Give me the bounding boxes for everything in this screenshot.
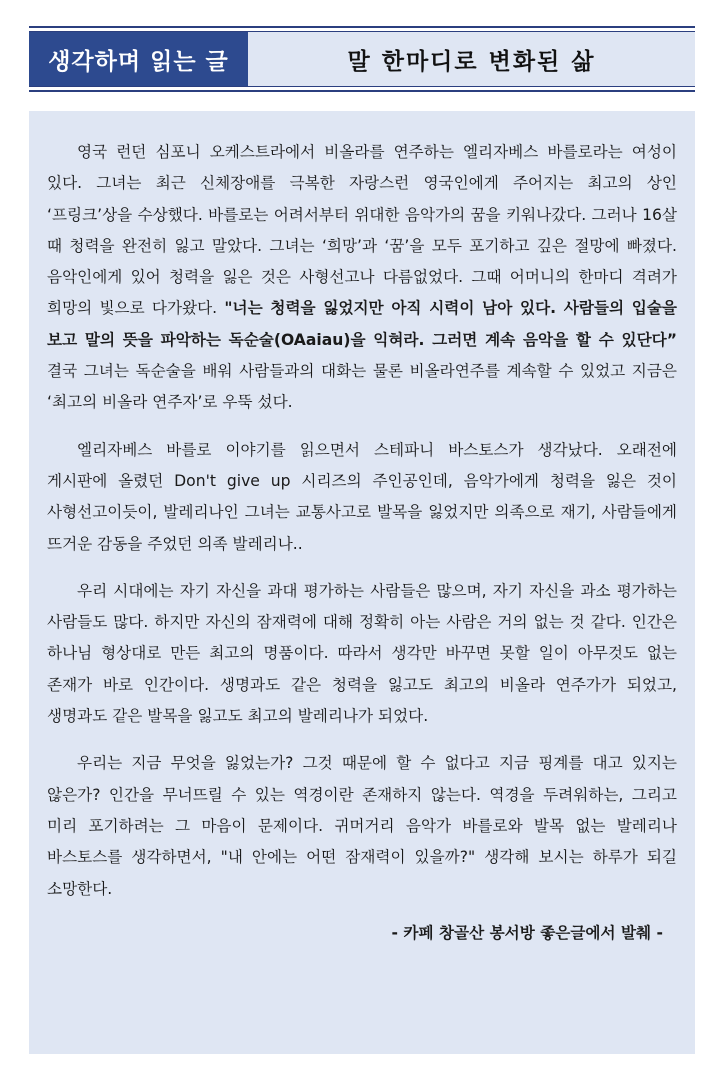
paragraph-1	[47, 137, 677, 419]
paragraph-4: 우리는 지금 무엇을 잃었는가? 그것 때문에 할 수 없다고 지금 핑계를 대고 있지는 않은가? 인간을 무너뜨릴 수 있는 역경이란 존재하지 않는다. 역경을 두려워하는, 그리고 미리 포기하려는 그 마음이 문제이다. 귀머거리 음악가 바를로와 발목 없는 발레리나 바스토스를 생각하면서, "내 안에는 어떤 잠재력이 있을까?" 생각해 보시는 하루가 되길 소망한다.	[47, 754, 677, 898]
header-inner	[29, 31, 695, 87]
source-credit: - 카페 창골산 봉서방 좋은글에서 발췌 -	[391, 923, 663, 942]
paragraph-3: 우리 시대에는 자기 자신을 과대 평가하는 사람들은 많으며, 자기 자신을 과소 평가하는 사람들도 많다. 하지만 자신의 잠재력에 대해 정확히 아는 사람은 거의 없는 것 같다. 인간은 하나님 형상대로 만든 최고의 명품이다. 따라서 생각만 바꾸면 못할 일이 아무것도 없는 존재가 바로 인간이다. 생명과도 같은 청력을 잃고도 최고의 비올라 연주가가 되었고, 생명과도 같은 발목을 잃고도 최고의 발레리나가 되었다.	[47, 581, 677, 726]
page-title: 말 한마디로 변화된 삶	[248, 32, 695, 86]
paragraph-1-text-a: 영국 런던 심포니 오케스트라에서 비올라를 연주하는 엘리자베스 바를로라는 여성이 있다. 그녀는 최근 신체장애를 극복한 자랑스런 영국인에게 주어지는 최고의 상인 ‘프링크’상을 수상했다. 바를로는 어려서부터 위대한 음악가의 꿈을 키워나갔다. 그러나 16살 때 청력을 완전히 잃고 말았다. 그녀는 ‘희망’과 ‘꿈’을 모두 포기하고 깊은 절망에 빠졌다. 음악인에게 있어 청력을 잃은 것은 사형선고나 다름없었다. 그때 어머니의 한마디 격려가 희망의 빛으로 다가왔다.	[47, 143, 677, 318]
mother-quote: "너는 청력을 잃었지만 아직 시력이 남아 있다. 사람들의 입술을 보고 말의 뜻을 파악하는 독순술(OAaiau)을 익혀라. 그러면 계속 음악을 할 수 있단다”	[47, 299, 677, 349]
header-banner	[29, 26, 695, 92]
section-label: 생각하며 읽는 글	[29, 32, 248, 86]
article-body	[29, 111, 695, 1054]
paragraph-1-text-b: 결국 그녀는 독순술을 배워 사람들과의 대화는 물론 비올라연주를 계속할 수 있었고 지금은 ‘최고의 비올라 연주자’로 우뚝 섰다.	[47, 362, 677, 412]
paragraph-2: 엘리자베스 바를로 이야기를 읽으면서 스테파니 바스토스가 생각났다. 오래전에 게시판에 올렸던 Don't give up 시리즈의 주인공인데, 음악가에게 청력을 잃은 것이 사형선고이듯이, 발레리나인 그녀는 교통사고로 발목을 잃었지만 의족으로 재기, 사람들에게 뜨거운 감동을 주었던 의족 발레리나..	[47, 440, 677, 553]
